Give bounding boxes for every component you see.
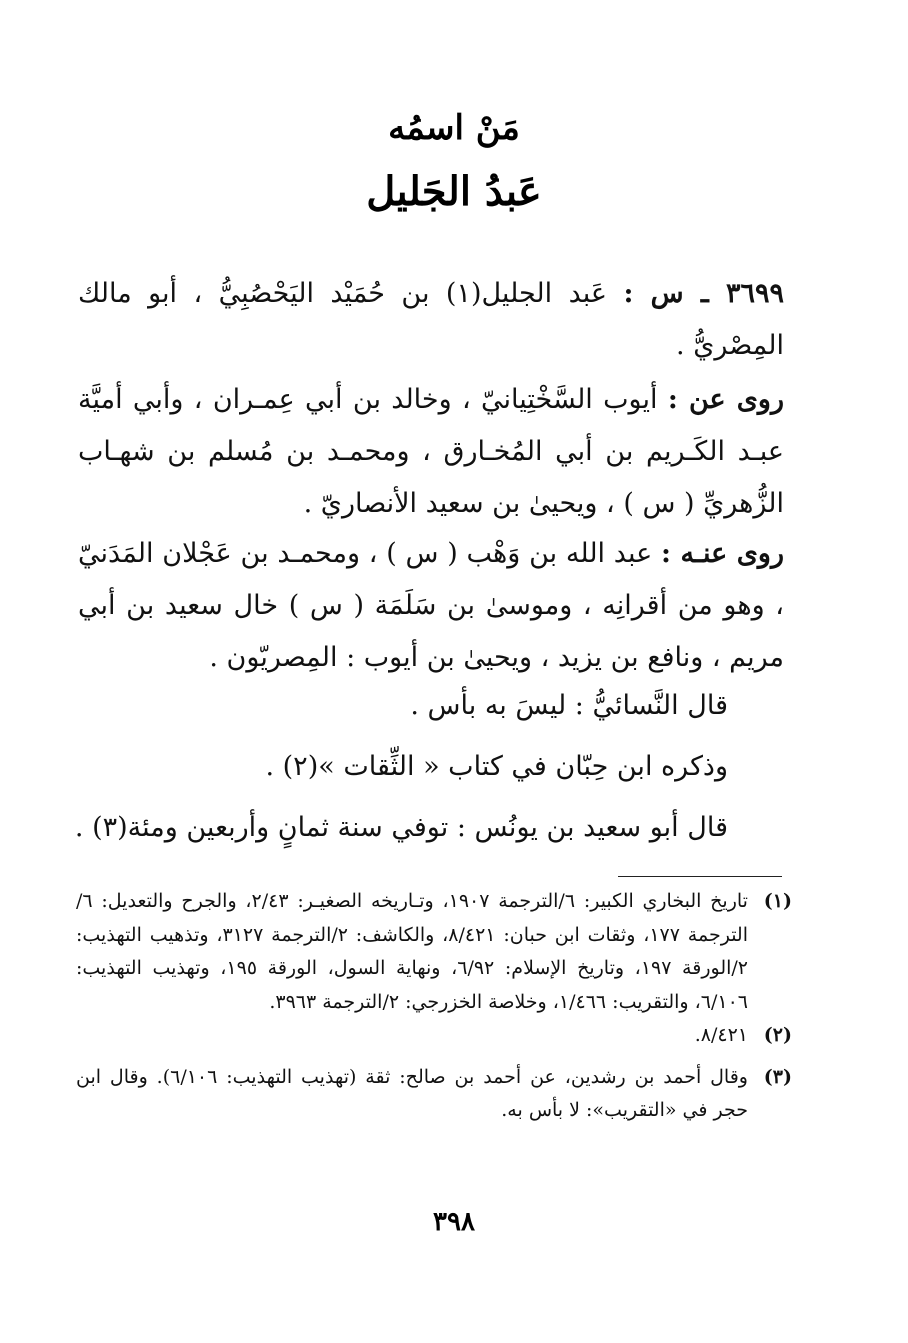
footnote-marker: (١) (763, 890, 792, 912)
narrated-by-text: عبد الله بن وَهْب ( س ) ، ومحمـد بن عَجْلان المَدَنيّ ، وهو من أقرانِه ، وموسىٰ بن سَلَمَة ( س ) خال سعيد بن أبي مريم ، ونافع بن يزيد ، ويحيىٰ بن أيوب : المِصريّون . (78, 538, 784, 673)
footnotes (76, 885, 792, 1128)
footnote-3 (76, 1061, 792, 1128)
entry-name: عَبد الجليل(١) بن حُمَيْد اليَحْصُبِيُّ ، أبو مالك المِصْريُّ . (78, 278, 784, 361)
section-heading-line-2: عَبدُ الجَليل (366, 168, 542, 215)
footnote-text: تاريخ البخاري الكبير: ٦/الترجمة ١٩٠٧، وتـاريخه الصغيـر: ٢/٤٣، والجرح والتعديل: ٦/الترجمة ١٧٧، وثقات ابن حبان: ٨/٤٢١، والكاشف: ٢/الترجمة ٣١٢٧، وتذهيب التهذيب: ٢/الورقة ١٩٧، وتاريخ الإسلام: ٦/٩٢، ونهاية السول، الورقة ١٩٥، وتهذيب التهذيب: ٦/١٠٦، والتقريب: ١/٤٦٦، وخلاصة الخزرجي: ٢/الترجمة ٣٩٦٣. (76, 890, 749, 1013)
narrated-from-paragraph (78, 374, 784, 530)
narrated-by-paragraph (78, 528, 784, 684)
footnote-marker: (٣) (763, 1065, 792, 1088)
footnote-2 (76, 1019, 792, 1053)
footnote-separator (618, 876, 782, 877)
quote-ibn-yunus: قال أبو سعيد بن يونُس : توفي سنة ثمانٍ وأربعين ومئة(٣) . (74, 812, 728, 843)
footnote-text: ٨/٤٢١. (694, 1024, 748, 1046)
quote-ibn-hibban: وذكره ابن حِبّان في كتاب « الثِّقات »(٢) . (265, 751, 728, 782)
narrated-by-label: روى عنـه : (661, 538, 784, 569)
footnote-text: وقال أحمد بن رشدين، عن أحمد بن صالح: ثقة (تهذيب التهذيب: ٦/١٠٦). وقال ابن حجر في «التقريب»: لا بأس به. (76, 1065, 748, 1121)
narrated-from-text: أيوب السَّخْتِيانيّ ، وخالد بن أبي عِمـران ، وأبي أميَّة عبـد الكَـريم بن أبي المُخـارق ، ومحمـد بن مُسلم بن شهـاب الزُّهريِّ ( س ) ، ويحيىٰ بن سعيد الأنصاريّ . (78, 384, 784, 519)
biography-entry (78, 268, 784, 372)
entry-number: ٣٦٩٩ ـ س : (623, 278, 784, 309)
footnote-marker: (٢) (763, 1024, 792, 1046)
quote-nasai: قال النَّسائيُّ : ليسَ به بأس . (410, 690, 728, 721)
section-heading-line-1: مَنْ اسمُه (388, 108, 520, 148)
narrated-from-label: روى عن : (667, 384, 784, 415)
page-number: ٣٩٨ (433, 1207, 475, 1237)
footnote-1 (76, 885, 792, 1019)
